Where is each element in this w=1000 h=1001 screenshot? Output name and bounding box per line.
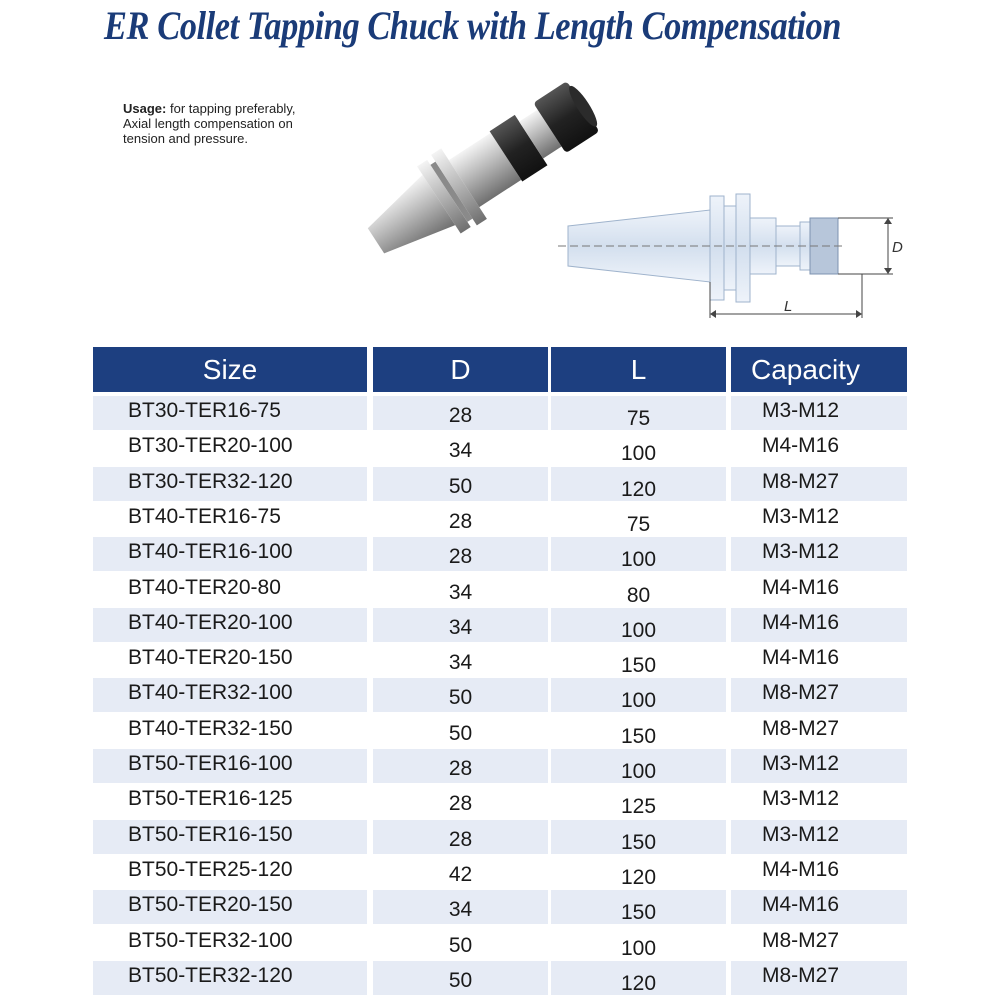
table-row (93, 502, 907, 536)
l-cell: 150 (620, 724, 657, 748)
capacity-cell: M8-M27 (762, 469, 840, 493)
dim-d-label: D (892, 239, 903, 256)
table-row (93, 820, 907, 854)
l-cell: 100 (620, 760, 657, 783)
size-cell: BT50-TER16-125 (128, 787, 293, 811)
table-row (93, 608, 907, 642)
l-cell: 150 (620, 901, 657, 925)
size-cell: BT50-TER20-150 (128, 893, 293, 917)
size-cell: BT40-TER32-150 (128, 716, 293, 740)
capacity-cell: M4-M16 (762, 646, 840, 670)
header-size-label: Size (202, 353, 258, 385)
capacity-cell: M3-M12 (762, 822, 840, 846)
header-d (373, 347, 548, 392)
capacity-cell: M3-M12 (762, 504, 840, 528)
d-cell: 50 (448, 686, 473, 710)
l-cell: 80 (626, 583, 651, 607)
size-cell: BT50-TER25-120 (128, 857, 293, 881)
l-cell: 100 (620, 936, 657, 960)
table-row (93, 467, 907, 501)
d-cell: 50 (448, 474, 473, 498)
capacity-cell: M8-M27 (762, 716, 840, 740)
d-cell: 34 (448, 651, 473, 675)
size-cell: BT40-TER20-100 (128, 610, 293, 634)
capacity-cell: M4-M16 (762, 893, 840, 917)
header-size (93, 347, 367, 392)
usage-text-line3: tension and pressure. (123, 131, 249, 146)
capacity-cell: M8-M27 (762, 963, 840, 987)
capacity-cell: M3-M12 (762, 787, 840, 811)
table-row (93, 537, 907, 571)
size-cell: BT30-TER32-120 (128, 469, 293, 493)
table-row (93, 573, 907, 607)
d-cell: 28 (448, 792, 473, 816)
size-cell: BT40-TER32-100 (128, 681, 293, 705)
l-cell: 100 (620, 548, 657, 572)
l-cell: 150 (620, 654, 657, 678)
header-capacity-label: Capacity (751, 353, 860, 385)
capacity-cell: M4-M16 (762, 857, 840, 881)
usage-label: Usage: (123, 101, 167, 116)
d-cell: 28 (448, 404, 473, 427)
l-cell: 75 (626, 512, 651, 536)
l-cell: 100 (620, 618, 657, 642)
size-cell: BT40-TER20-80 (128, 575, 281, 599)
usage-text-line2: Axial length compensation on (123, 116, 293, 131)
table-row (93, 396, 907, 430)
capacity-cell: M4-M16 (762, 575, 840, 599)
header-d-label: D (450, 353, 471, 385)
l-cell: 75 (626, 407, 651, 430)
capacity-cell: M8-M27 (762, 681, 840, 705)
d-cell: 34 (448, 439, 473, 463)
l-cell: 120 (620, 477, 657, 501)
size-cell: BT50-TER32-120 (128, 963, 293, 987)
header-capacity (731, 347, 907, 392)
capacity-cell: M4-M16 (762, 434, 840, 458)
table-row (93, 749, 907, 783)
page-title: ER Collet Tapping Chuck with Length Compensation (104, 3, 841, 48)
capacity-cell: M3-M12 (762, 752, 840, 775)
d-cell: 28 (448, 757, 473, 780)
l-cell: 100 (620, 689, 657, 713)
size-cell: BT50-TER16-150 (128, 822, 293, 846)
l-cell: 120 (620, 865, 657, 889)
l-cell: 120 (620, 971, 657, 995)
table-row (93, 678, 907, 712)
capacity-cell: M4-M16 (762, 610, 840, 634)
d-cell: 34 (448, 580, 473, 604)
size-cell: BT40-TER16-75 (128, 504, 281, 528)
table-row (93, 855, 907, 889)
size-cell: BT30-TER16-75 (128, 399, 281, 422)
table-row (93, 431, 907, 465)
table-row (93, 961, 907, 995)
table-row (93, 643, 907, 677)
size-cell: BT40-TER20-150 (128, 646, 293, 670)
d-cell: 50 (448, 968, 473, 992)
size-cell: BT30-TER20-100 (128, 434, 293, 458)
d-cell: 42 (448, 862, 473, 886)
table-row (93, 890, 907, 924)
dim-l-label: L (784, 298, 793, 315)
usage-text-line1: for tapping preferably, (166, 101, 296, 116)
table-row (93, 784, 907, 818)
size-cell: BT50-TER16-100 (128, 752, 293, 775)
d-cell: 28 (448, 827, 473, 851)
d-cell: 50 (448, 933, 473, 957)
l-cell: 150 (620, 830, 657, 854)
l-cell: 125 (620, 795, 657, 819)
d-cell: 34 (448, 615, 473, 639)
header-l-label: L (630, 353, 647, 385)
d-cell: 28 (448, 509, 473, 533)
d-cell: 28 (448, 545, 473, 569)
capacity-cell: M3-M12 (762, 540, 840, 564)
size-cell: BT40-TER16-100 (128, 540, 293, 564)
d-cell: 50 (448, 721, 473, 745)
header-l (551, 347, 726, 392)
capacity-cell: M3-M12 (762, 399, 840, 422)
size-cell: BT50-TER32-100 (128, 928, 293, 952)
l-cell: 100 (620, 442, 657, 466)
table-row (93, 926, 907, 960)
capacity-cell: M8-M27 (762, 928, 840, 952)
table-row (93, 714, 907, 748)
d-cell: 34 (448, 898, 473, 922)
